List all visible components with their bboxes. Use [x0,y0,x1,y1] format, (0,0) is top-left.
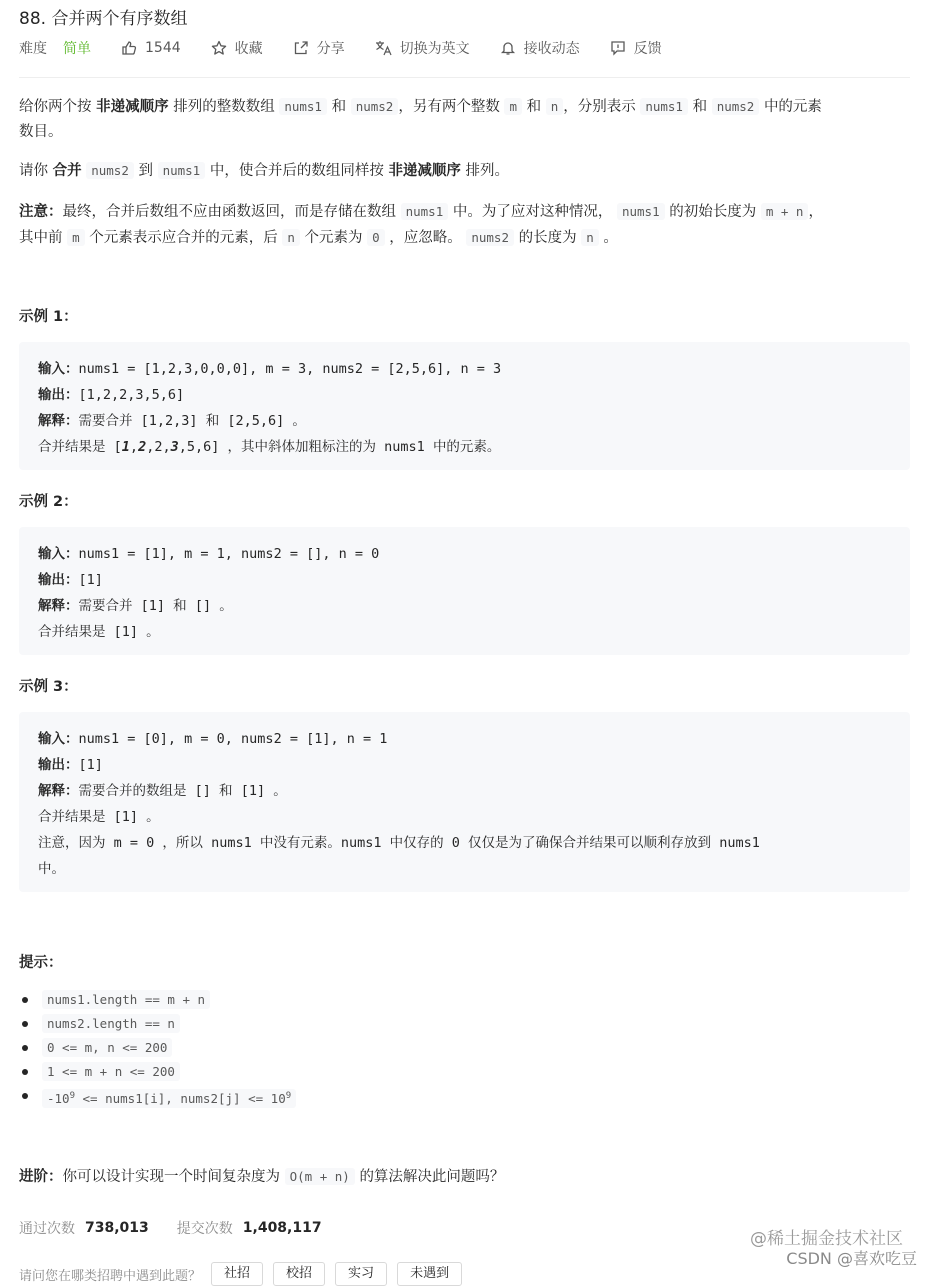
text: ，所以 [162,835,203,851]
advanced-label: 进阶： [19,1169,63,1185]
text: 排列的整数数组 [173,99,275,115]
highlighted-value: 1 [121,439,130,455]
list-item [42,988,296,1012]
inline-code: m + n [761,203,809,220]
feedback-icon [610,40,626,56]
text: 给你两个按 [19,99,92,115]
submitted-label: 提交次数 [176,1221,233,1237]
hints-title: 提示： [19,955,63,971]
chip-not-encountered[interactable]: 未遇到 [397,1262,462,1286]
text: ，应忽略。 [389,230,462,246]
text: -10 [47,1091,70,1107]
code-value: nums1 [719,835,760,851]
text: 的初始长度为 [669,204,757,220]
inline-code: nums2 [86,162,134,179]
output-value: [1,2,2,3,5,6] [78,387,185,403]
code-value: nums1 [211,835,252,851]
example-3-block [19,712,910,892]
text: 和 [219,783,233,799]
inline-code: n [546,98,564,115]
chip-campus-recruit[interactable]: 校招 [273,1262,325,1286]
subscribe-label: 接收动态 [523,41,580,57]
share-button[interactable] [293,38,345,58]
text: 到 [138,163,153,179]
bell-icon [500,40,516,56]
inline-code: nums2 [351,98,399,115]
inline-code: n [282,229,300,246]
text: 中，使合并后的数组同样按 [209,163,384,179]
code-value: ,5,6] [178,439,220,455]
header-divider [19,77,910,78]
inline-code: nums1 [279,98,327,115]
input-value: nums1 = [1], m = 1, nums2 = [], n = 0 [78,546,380,562]
inline-code: nums1 [401,203,449,220]
feedback-button[interactable] [610,38,662,58]
code-value: [] [194,783,211,799]
code-value: [1] [113,809,139,825]
text: 的长度为 [518,230,577,246]
explain-label: 解释： [38,598,79,614]
emphasis: 非递减顺序 [96,99,169,115]
inline-code: 0 [367,229,385,246]
input-label: 输入： [38,731,79,747]
text: 中没有元素。 [259,835,341,851]
text: 排列。 [465,163,510,179]
text: 合并结果是 [38,809,106,825]
output-label: 输出： [38,572,79,588]
example-1-title: 示例 1： [19,309,78,325]
problem-meta-bar [19,38,692,58]
text: 和 [205,413,220,429]
hint-code: 0 <= m, n <= 200 [42,1038,172,1057]
inline-code: nums1 [617,203,665,220]
text: 需要合并 [78,598,133,614]
input-label: 输入： [38,546,79,562]
text: <= nums1[i], nums2[j] <= 10 [75,1091,286,1107]
like-count: 1544 [145,40,181,56]
text: 和 [692,99,708,115]
list-item [42,1012,296,1036]
code-value: [1,2,3] [140,413,198,429]
hint-code: nums2.length == n [42,1014,180,1033]
advanced-question [19,1164,910,1190]
code-value: 0 [451,835,460,851]
description-paragraph-2 [19,158,910,184]
interview-survey [19,1262,462,1286]
code-value: [] [194,598,212,614]
text: 你可以设计实现一个时间复杂度为 [62,1169,280,1185]
inline-code: nums2 [466,229,514,246]
description-note: 注意：最终，合并后数组不应由函数返回，而是存储在数组 nums1 中。为了应对这种情况， nums1 的初始长度为 m + n ， 其中前 m 个元素表示应合并的元素，后 n 个元素为 0 ，应忽略。 nums2 的长度为 n 。 [19,204,823,246]
accepted-count: 738,013 [85,1220,149,1236]
favorite-button[interactable] [211,38,263,58]
output-value: [1] [78,757,103,773]
list-item [42,1084,296,1108]
text: 和 [173,598,187,614]
accepted-label: 通过次数 [19,1221,75,1237]
difficulty-label: 难度 [19,41,47,57]
thumbs-up-icon [121,40,137,56]
share-label: 分享 [316,41,345,57]
watermark-csdn: CSDN @喜欢吃豆 [786,1249,917,1268]
text: 。 [292,413,306,429]
example-2-title: 示例 2： [19,494,78,510]
emphasis: 非递减顺序 [388,163,461,179]
text: 其中前 [19,230,63,246]
inline-code: m [67,229,85,246]
inline-code: nums2 [712,98,760,115]
text: 需要合并 [78,413,133,429]
text: ，另有两个整数 [398,99,500,115]
text: 。 [146,624,160,640]
list-item [42,1060,296,1084]
code-value: [1] [140,598,166,614]
text: 中。为了应对这种情况， [452,204,613,220]
input-value: nums1 = [1,2,3,0,0,0], m = 3, nums2 = [2,5,6], n = 3 [78,361,502,377]
highlighted-value: 3 [170,439,179,455]
text: ，其中斜体加粗标注的为 [227,439,377,455]
text: 中的元素。 [432,439,501,455]
text: 中。 [38,861,65,877]
text: 需要合并的数组是 [78,783,187,799]
output-value: [1] [78,572,103,588]
text: 个元素为 [304,230,363,246]
inline-code: nums1 [640,98,688,115]
like-button[interactable] [121,40,181,56]
problem-title: 88. 合并两个有序数组 [19,9,188,29]
text: 。 [219,598,233,614]
exponent: 9 [285,1091,292,1101]
star-icon [211,40,227,56]
text: 个元素表示应合并的元素，后 [89,230,278,246]
text: 。 [603,230,618,246]
explain-label: 解释： [38,413,79,429]
hint-code: nums1.length == m + n [42,990,210,1009]
watermark-juejin: @稀土掘金技术社区 [750,1229,903,1249]
text: 最终，合并后数组不应由函数返回，而是存储在数组 [62,204,396,220]
submission-stats [19,1218,350,1238]
hints-list [42,988,296,1108]
hint-code [42,1089,296,1108]
emphasis: 合并 [52,163,82,179]
list-item [42,1036,296,1060]
note-label: 注意： [19,204,63,220]
text: 中仅存的 [389,835,444,851]
description-paragraph-1 [19,94,910,145]
subscribe-button[interactable] [500,38,580,58]
exponent: 9 [69,1091,75,1101]
code-value: [ [113,439,122,455]
inline-code: m [504,98,522,115]
text: 的算法解决此问题吗？ [359,1169,505,1185]
share-icon [293,40,309,56]
text: 。 [273,783,287,799]
code-value: [2,5,6] [227,413,285,429]
inline-code: O(m + n) [285,1168,355,1185]
example-2-block [19,527,910,655]
inline-code: nums1 [158,162,206,179]
highlighted-value: 2 [138,439,147,455]
code-value: nums1 [384,439,425,455]
example-1-block: 输入：nums1 = [1,2,3,0,0,0], m = 3, nums2 = [2,5,6], n = 3 输出：[1,2,2,3,5,6] 解释：需要合并 [1,2,3] 和 [2,5,6] 。 合并结果是 [1,2,2,3,5,6] ，其中斜体加粗标注的为 nums1 中的元素。 [19,342,910,470]
text: 中的元素 [763,99,822,115]
text: 请你 [19,163,48,179]
chip-internship[interactable]: 实习 [335,1262,387,1286]
code-value: [1] [240,783,266,799]
example-3-title: 示例 3： [19,679,78,695]
translate-label: 切换为英文 [399,41,470,57]
text: 注意，因为 [38,835,106,851]
translate-button[interactable] [375,38,470,58]
text: 合并结果是 [38,439,106,455]
code-value: ,2, [146,439,171,455]
text: 和 [526,99,542,115]
inline-code: n [581,229,599,246]
code-value: [1] [113,624,139,640]
input-value: nums1 = [0], m = 0, nums2 = [1], n = 1 [78,731,388,747]
output-label: 输出： [38,757,79,773]
text: 仅仅是为了确保合并结果可以顺利存放到 [468,835,712,851]
feedback-label: 反馈 [633,41,662,57]
hint-code: 1 <= m + n <= 200 [42,1062,180,1081]
submitted-count: 1,408,117 [242,1220,322,1236]
difficulty-value: 简单 [63,41,91,57]
survey-question: 请问您在哪类招聘中遇到此题？ [19,1268,202,1284]
output-label: 输出： [38,387,79,403]
explain-label: 解释： [38,783,79,799]
text: 和 [331,99,347,115]
code-value: m = 0 [113,835,155,851]
text: 数目。 [19,124,63,140]
translate-icon [375,40,392,56]
text: ，分别表示 [563,99,636,115]
favorite-label: 收藏 [234,41,263,57]
text: 。 [146,809,160,825]
text: 合并结果是 [38,624,106,640]
code-value: nums1 [340,835,382,851]
input-label: 输入： [38,361,79,377]
chip-social-recruit[interactable]: 社招 [211,1262,263,1286]
